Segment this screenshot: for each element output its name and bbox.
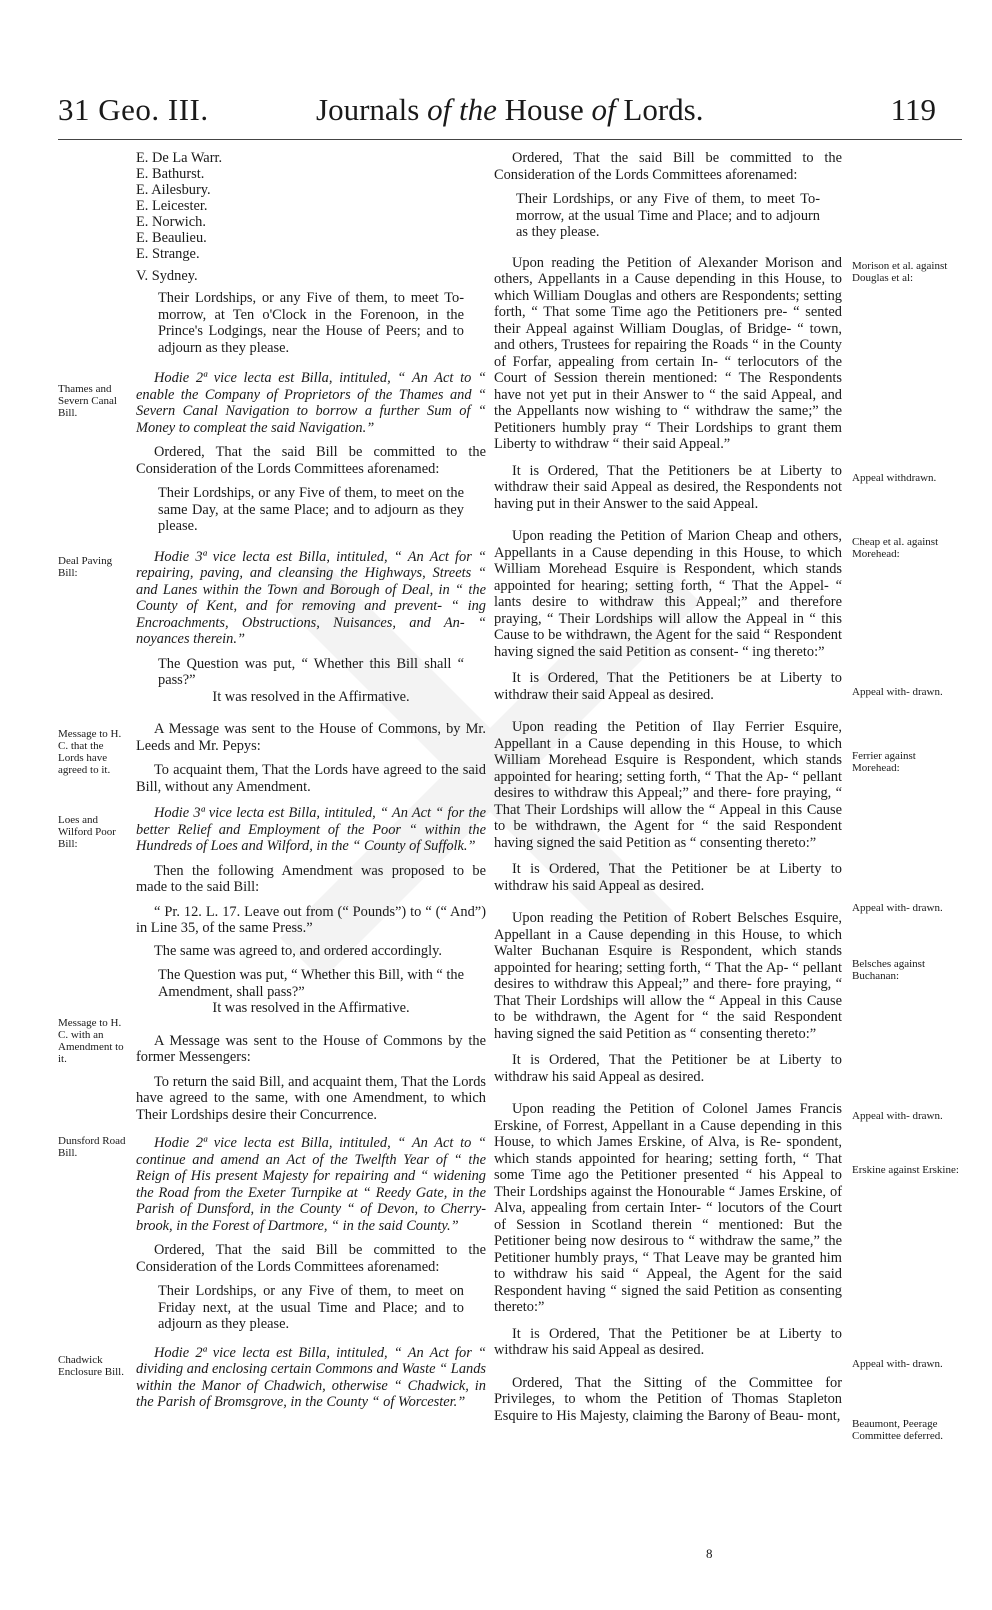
bill-reading: Hodie 3ª vice lecta est Billa, intituled, “ An Act “ for the better Relief and Employment of the Poor “ within the Hundreds of Loes and Wilford, in the “ County of Suffolk.” <box>136 805 486 854</box>
column-right <box>494 150 842 1424</box>
margin-note-loes: Loes and Wilford Poor Bill: <box>58 814 116 850</box>
title-word-house: House <box>504 92 584 127</box>
title-word-the: the <box>458 92 497 127</box>
petition-paragraph: Upon reading the Petition of Alexander Morison and others, Appellants in a Cause depending in this House, to which William Douglas and others are Respondents; setting forth, “ That some Time ago the Petitioners pre- “ sented their Appeal against William Douglas, of Bridge- “ town, and others, Trustees for repairing the Roads “ in the County of Forfar, appealing from certain In- “ terlocutors of the Court of Session therein mentioned: “ The Respondents have not yet put in their Answer to “ the said Appeal, and the Appellants now wishing to “ withdraw the same;” the Petitioners humbly pray “ Their Lordships to grant them Liberty to withdraw “ their said Appeal.” <box>494 254 842 452</box>
reign-label: 31 Geo. III. <box>58 92 209 127</box>
resolution-line: It was resolved in the Affirmative. <box>212 688 410 705</box>
peer-list <box>136 150 486 284</box>
order-paragraph: It is Ordered, That the Petitioners be at Liberty to withdraw their said Appeal as desired, the Respondents not having put in their Answer to the said Appeal. <box>494 462 842 512</box>
margin-note-dunsford: Dunsford Road Bill. <box>58 1135 126 1159</box>
peer-item: E. De La Warr. <box>136 150 223 166</box>
margin-note-appeal-withdrawn: Appeal with- drawn. <box>852 902 943 914</box>
amendment-paragraph: Then the following Amendment was proposed to be made to the said Bill: <box>136 862 486 895</box>
margin-note-appeal-withdrawn: Appeal with- drawn. <box>852 686 943 698</box>
bill-reading: Hodie 2ª vice lecta est Billa, intituled, “ An Act for “ dividing and enclosing certain Commons and Waste “ Lands within the Manor of Chadwich, otherwise “ Chadwick, in the Parish of Bromsgrove, in the County “ of Worcester.” <box>136 1344 486 1410</box>
petition-paragraph: Upon reading the Petition of Colonel James Francis Erskine, of Forrest, Appellant in a Cause depending in this House, to which James Erskine, of Alva, is Re- spondent, which stands appointed for hearing; setting forth, “ That some Time ago the Petitioner presented “ his Appeal to Their Lordships against the Honourable “ James Erskine, of Alva, appealing from certain Inter- “ locutors of the Court of Session in Scotland therein “ mentioned: But the Petitioner being now desirous to “ withdraw the same,” the Petitioner humbly prays, “ That Leave may be granted him to withdraw his said “ Appeal, the Agent for the said Respondent having “ signed the said Petition as consenting thereto:” <box>494 1101 842 1315</box>
petition-paragraph: Upon reading the Petition of Marion Cheap and others, Appellants in a Cause depending in this House, to which William Morehead Esquire is Respondent, which stands appointed for hearing; setting forth, “ That the Appel- “ lants desire to withdraw this Appeal;” and therefore praying, “ Their Lordships will allow the Appeal in “ this Cause to be withdrawn, the Agent for the said “ Respondent having signed the said Petition as consent- “ ing thereto:” <box>494 528 842 660</box>
peer-item: E. Bathurst. <box>136 166 205 182</box>
margin-note-cheap: Cheap et al. against Morehead: <box>852 536 939 560</box>
question-paragraph: The Question was put, “ Whether this Bill shall “ pass?” <box>158 655 464 688</box>
message-paragraph: A Message was sent to the House of Commons, by Mr. Leeds and Mr. Pepys: <box>136 721 486 754</box>
margin-note-beaumont: Beaumont, Peerage Committee deferred. <box>852 1418 944 1442</box>
page-number: 119 <box>890 92 936 127</box>
amendment-text: “ Pr. 12. L. 17. Leave out from (“ Pounds”) to “ (“ And”) in Line 35, of the same Press.” <box>136 903 486 936</box>
meeting-paragraph: Their Lordships, or any Five of them, to meet on Friday next, at the usual Time and Place; and to adjourn as they please. <box>158 1283 464 1332</box>
signature-mark: 8 <box>706 1546 713 1561</box>
header-rule <box>58 139 962 140</box>
message-paragraph: To return the said Bill, and acquaint them, That the Lords have agreed to the same, with one Amendment, to which Their Lordships desire their Concurrence. <box>136 1073 486 1123</box>
margin-note-appeal-withdrawn: Appeal with- drawn. <box>852 1358 943 1370</box>
margin-note-appeal-withdrawn: Appeal withdrawn. <box>852 472 937 484</box>
title-word-of2: of <box>591 92 616 127</box>
order-paragraph: Ordered, That the said Bill be committed to the Consideration of the Lords Committees aforenamed: <box>136 444 486 477</box>
margin-note-morison: Morison et al. against Douglas et al: <box>852 260 948 284</box>
margin-note-ferrier: Ferrier against Morehead: <box>852 750 916 774</box>
peer-item: E. Leicester. <box>136 198 208 214</box>
question-paragraph: The Question was put, “ Whether this Bill, with “ the Amendment, shall pass?” <box>158 967 464 1000</box>
order-paragraph: It is Ordered, That the Petitioner be at Liberty to withdraw his said Appeal as desired. <box>494 1052 842 1085</box>
meeting-paragraph: Their Lordships, or any Five of them, to meet on the same Day, at the same Place; and to adjourn as they please. <box>158 485 464 534</box>
margin-note-erskine: Erskine against Erskine: <box>852 1164 959 1176</box>
bill-reading: Hodie 2ª vice lecta est Billa, intituled, “ An Act to “ enable the Company of Proprietors of the Thames and “ Severn Canal Navigation to borrow a further Sum of “ Money to compleat the said Navigation.” <box>136 370 486 436</box>
order-paragraph: It is Ordered, That the Petitioner be at Liberty to withdraw his said Appeal as desired. <box>494 1325 842 1358</box>
order-paragraph: It is Ordered, That the Petitioner be at Liberty to withdraw his said Appeal as desired. <box>494 861 842 894</box>
peer-item: E. Beaulieu. <box>136 230 207 246</box>
journal-title <box>316 92 704 128</box>
peer-item: E. Norwich. <box>136 214 206 230</box>
margin-note-deal: Deal Paving Bill: <box>58 555 113 579</box>
peer-item: E. Strange. <box>136 246 200 262</box>
page-header <box>58 92 952 140</box>
order-paragraph: It is Ordered, That the Petitioners be at Liberty to withdraw their said Appeal as desired. <box>494 670 842 703</box>
column-left <box>136 150 486 1411</box>
message-paragraph: To acquaint them, That the Lords have agreed to the said Bill, without any Amendment. <box>136 762 486 795</box>
bill-reading: Hodie 2ª vice lecta est Billa, intituled, “ An Act to “ continue and amend an Act of the Twelfth Year of “ the Reign of His present Majesty for repairing and “ widening the Road from the Exeter Turnpike at “ Reedy Gate, in the Parish of Dunsford, in the County “ of Devon, to Cherry-brook, in the Forest of Dartmore, “ in the said County.” <box>136 1135 486 1234</box>
petition-paragraph: Upon reading the Petition of Robert Belsches Esquire, Appellant in a Cause depending in this House, to which Walter Buchanan Esquire is Respondent, which stands appointed for hearing; setting forth, “ That the Ap- “ pellant desires to withdraw this Appeal;” and there- fore praying, “ That Their Lordships will allow the “ Appeal in this Cause to be withdrawn, the Agent for “ the said Respondent having signed the said Petition as “ consenting thereto:” <box>494 910 842 1042</box>
meeting-paragraph: Their Lordships, or any Five of them, to meet To-morrow, at Ten o'Clock in the Forenoon, in the Prince's Lodgings, near the House of Peers; and to adjourn as they please. <box>158 290 464 356</box>
order-paragraph: Ordered, That the said Bill be committed to the Consideration of the Lords Committees aforenamed: <box>136 1242 486 1275</box>
message-paragraph: A Message was sent to the House of Commons by the former Messengers: <box>136 1032 486 1065</box>
title-word-of: of <box>427 92 452 127</box>
peer-item: E. Ailesbury. <box>136 182 211 198</box>
resolution-line: It was resolved in the Affirmative. <box>212 1000 410 1016</box>
margin-note-appeal-withdrawn: Appeal with- drawn. <box>852 1110 943 1122</box>
order-paragraph: Ordered, That the said Bill be committed to the Consideration of the Lords Committees aforenamed: <box>494 150 842 183</box>
title-word-journals: Journals <box>316 92 420 127</box>
order-paragraph: Ordered, That the Sitting of the Committee for Privileges, to whom the Petition of Thomas Stapleton Esquire to His Majesty, claiming the Barony of Beau- mont, <box>494 1374 842 1424</box>
margin-note-message-1: Message to H. C. that the Lords have agreed to it. <box>58 728 122 776</box>
petition-paragraph: Upon reading the Petition of Ilay Ferrier Esquire, Appellant in a Cause depending in this House, to which William Morehead Esquire is Respondent, which stands appointed for hearing; setting forth, “ That the Ap- “ pellant desires to withdraw this Appeal;” and there- fore praying, “ That Their Lordships will allow the “ Appeal in this Cause to be withdrawn, the Agent for “ the said Respondent having signed the said Petition as “ consenting thereto:” <box>494 719 842 851</box>
agreement-line: The same was agreed to, and ordered accordingly. <box>154 942 442 959</box>
margin-note-thames: Thames and Severn Canal Bill. <box>58 383 117 419</box>
meeting-paragraph: Their Lordships, or any Five of them, to meet To-morrow, at the usual Time and Place; and to adjourn as they please. <box>516 191 820 240</box>
margin-note-belsches: Belsches against Buchanan: <box>852 958 926 982</box>
peer-item: V. Sydney. <box>136 268 198 284</box>
title-word-lords: Lords. <box>623 92 704 127</box>
margin-note-message-2: Message to H. C. with an Amendment to it. <box>58 1017 124 1065</box>
margin-note-chadwick: Chadwick Enclosure Bill. <box>58 1354 124 1378</box>
bill-reading: Hodie 3ª vice lecta est Billa, intituled, “ An Act for “ repairing, paving, and cleansing the Highways, Streets “ and Lanes within the Town and Borough of Deal, in “ the County of Kent, and for removing and prevent- “ ing Encroachments, Obstructions, Nuisances, and An- “ noyances therein.” <box>136 548 486 647</box>
